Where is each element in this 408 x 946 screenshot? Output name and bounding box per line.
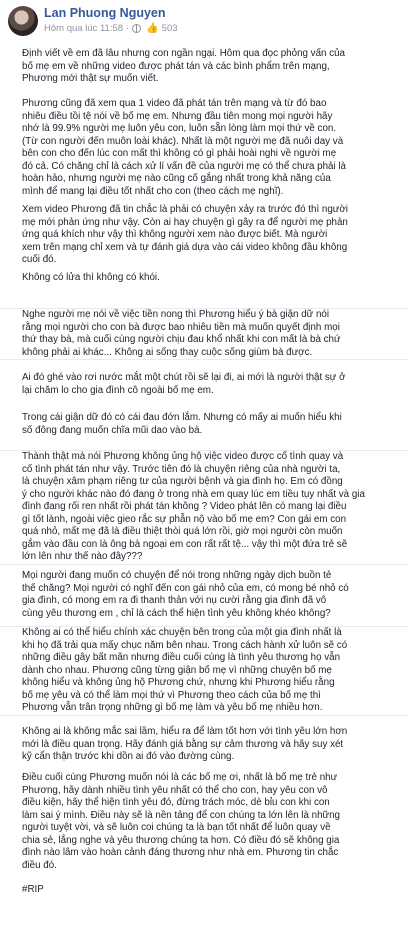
thumbs-up-icon: 👍 [146,23,159,34]
paragraph: Điều cuối cùng Phương muốn nói là các bố mẹ ơi, nhất là bố mẹ trẻ như Phương, hãy dành nhiều tình yêu nhất có thể cho con, hay yêu con vô điều kiện, hãy thể hiện tình yêu đó, đừng trách móc, dè bỉu con khi con làm sai ý mình. Điều này sẽ là nền tảng để con chúng ta lớn lên là những người tuyệt vời, và sẽ luôn coi chúng ta là bạn tốt nhất để luôn quay về chia sẻ, lắng nghe và yêu thương chúng ta hơn. Có điều đó sẽ không gia đình nào lâm vào hoàn cảnh đáng thương như nhà em. Phương tin chắc điều đó. [22,772,340,871]
paragraph: Không ai có thể hiểu chính xác chuyện bên trong của một gia đình nhất là khi họ đã trải qua mấy chục năm bên nhau. Trong cách hành xử luôn sẽ có những điều gây bất mãn nhưng điều cuối cùng là tình yêu thương họ vẫn dành cho nhau. Phương cũng từng giận bố mẹ vì những chuyện bố mẹ không hiểu và không ủng hộ Phương chứ, nhưng khi Phương hiểu rằng bố mẹ yêu và có thể làm mọi thứ vì Phương theo cách của bố mẹ thì Phương vẫn trân trọng những gì bố mẹ làm và yêu bố mẹ nhiều hơn. [0,626,408,716]
author-name[interactable]: Lan Phuong Nguyen [44,6,166,20]
paragraph: Xem video Phương đã tin chắc là phải có chuyện xảy ra trước đó thì người mẹ mới phản ứng như vậy. Còn ai hay chuyện gì gây ra để người mẹ phản ứng quá khích như vậy thì không người xem nào được biết. Mà người xem trên mạng chỉ xem và tự đánh giá dựa vào cái video không đầu không cuối đó. [22,204,348,265]
paragraph: Không có lửa thì không có khói. [22,272,160,283]
post-meta [44,23,178,34]
timestamp[interactable]: Hôm qua lúc 11:58 [44,23,124,34]
paragraph: Trong cái giận dữ đó có cái đau đớn lắm. Nhưng có mấy ai muốn hiểu khi số đông đang muốn chĩa mũi dao vào bà. [22,412,342,436]
paragraph: Định viết về em đã lâu nhưng con ngần ngại. Hôm qua đọc phỏng vấn của bố mẹ em về những video được phát tán và các bình phẩm trên mạng, Phương mới thật sự muốn viết. [22,48,345,84]
paragraph: Mọi người đang muốn có chuyện để nói trong những ngày dịch buồn tẻ thế chăng? Mọi người có nghĩ đến con gái nhỏ của em, có mong bé nhỏ có gia đình, có mong em ra đi thanh thản với nụ cười rằng gia đình đã vô cùng yêu thương em , chỉ là cách thể hiện tình yêu không khéo không? [22,570,349,619]
post-header [0,0,408,42]
paragraph: Nghe người mẹ nói về việc tiền nong thì Phương hiểu ý bà giận dữ nói rằng mọi người cho con bà được bao nhiêu tiền mà muốn quyết định mọi thứ thay bà, mà cuối cùng người chịu đau khổ nhất khi con mất là bà chứ không phải ai khác... Không ai sống thay cuộc sống giùm bà được. [0,308,408,360]
globe-icon [132,24,141,33]
paragraph: Thành thật mà nói Phương không ủng hộ việc video được cố tình quay và cố tình phát tán như vậy. Trước tiên đó là chuyện riêng của nhà người ta, là chuyện xâm phạm riêng tư của người bệnh và gia đình họ. Em có đồng ý cho người khác nào đó đang ở trong nhà em quay lúc em tiều tụy nhất và gia đình đang rối ren nhất rồi phát tán không ? Video phát lên có mang lại điều gì tốt lành, ngoài việc gieo rắc sự phẫn nộ vào bố mẹ em? Con gái em con quá nhỏ, mất mẹ đã là điều thiệt thòi quá lớn rồi, giờ mọi người còn muốn gắm vào đầu con là ông bà ngoại em con rất rất tệ... vậy thì một đứa trẻ sẽ lớn lên như thế nào đây??? [0,450,408,565]
dot-separator: · [126,23,130,34]
avatar[interactable] [8,6,38,36]
paragraph: Không ai là không mắc sai lầm, hiểu ra để làm tốt hơn với tình yêu lớn hơn mới là điều quan trọng. Hãy đánh giá bằng sự cảm thương và hãy suy xét kỹ cẩn thận trước khi dồn ai đó vào đường cùng. [22,726,348,762]
paragraph: Phương cũng đã xem qua 1 video đã phát tán trên mạng và từ đó bao nhiêu điều tồi tệ nói về bố mẹ em. Nhưng đầu tiên mong mọi người hãy nhớ là 99.9% người mẹ luôn yêu con, luôn sẵn lòng làm mọi thứ về con. (Từ con người đến muôn loài khác). Nhất là một người mẹ đã nuôi day và bên con cho đến lúc con mất thì không có gì phải hoài nghi về người mẹ đó cả. Có chăng chỉ là cách xử lí vấn đề của người mẹ có thể chưa phải là hoàn hảo, nhưng người mẹ nào cũng cố gắng nhất trong khả năng của mình để mang lại điều tốt nhất cho con (theo cách mẹ nghĩ). [22,98,346,197]
paragraph: Ai đó ghé vào rơi nước mắt một chút rồi sẽ lại đi, ai mới là người thật sự ở lại chăm lo cho gia đình cô ngoài bố mẹ em. [22,372,346,396]
hashtag[interactable]: #RIP [22,884,44,895]
view-count: 503 [161,23,178,34]
